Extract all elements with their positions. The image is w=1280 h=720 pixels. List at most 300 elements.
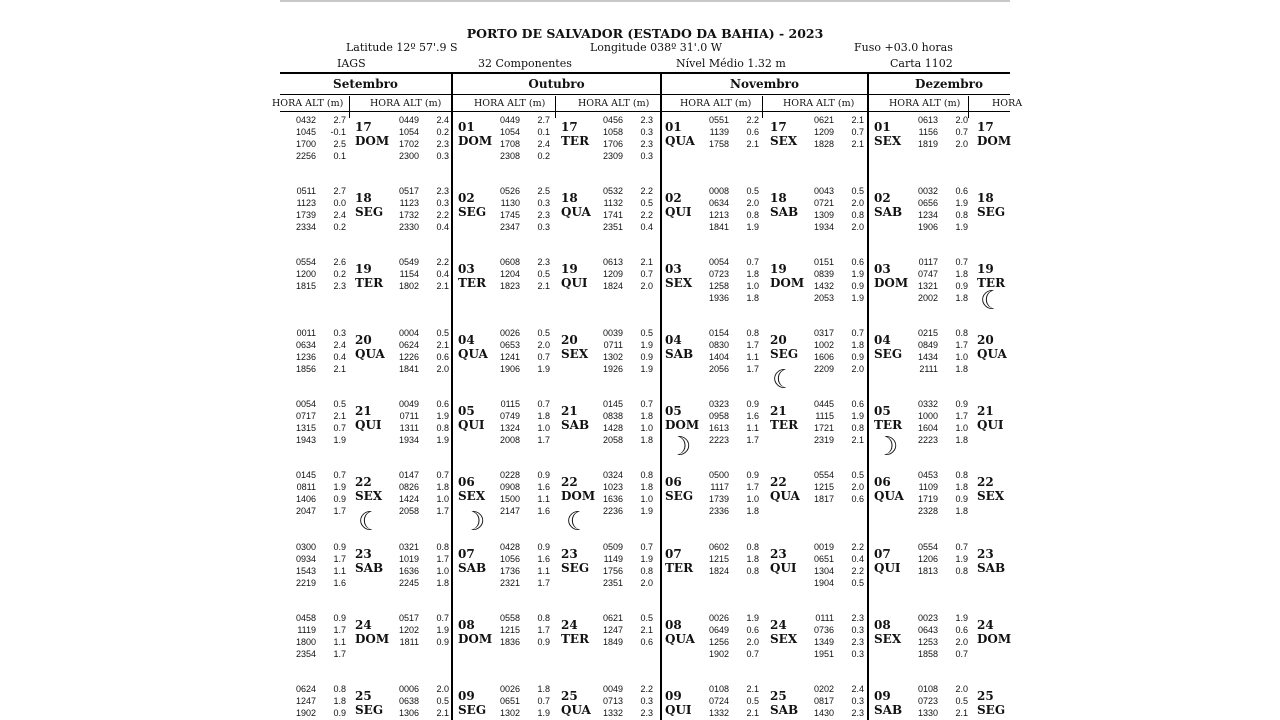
weekday: SEX <box>458 489 486 503</box>
tide-height: 2.4 <box>333 210 346 220</box>
tide-row <box>397 695 449 707</box>
tide-time: 0554 <box>917 542 938 552</box>
tide-height: 1.1 <box>333 637 346 647</box>
tide-list <box>916 114 968 150</box>
tide-row <box>397 138 449 150</box>
tide-row <box>812 493 864 505</box>
tide-row <box>601 636 653 648</box>
tide-row <box>916 410 968 422</box>
tide-row <box>601 126 653 138</box>
weekday: SEX <box>874 632 902 646</box>
tide-time: 1823 <box>499 281 520 291</box>
tide-time: 0011 <box>296 328 316 338</box>
tide-height: 2.5 <box>333 139 346 149</box>
tide-height: 2.1 <box>746 708 759 718</box>
tide-row <box>397 339 449 351</box>
tide-height: 0.8 <box>640 470 653 480</box>
tide-time: 0039 <box>602 328 623 338</box>
tide-height: 2.2 <box>851 566 864 576</box>
tide-row <box>397 707 449 719</box>
tide-height: 0.9 <box>333 613 346 623</box>
tide-list <box>397 327 449 375</box>
tide-time: 0532 <box>602 186 623 196</box>
tide-time: 1430 <box>813 708 834 718</box>
tide-row <box>294 553 346 565</box>
tide-row <box>812 221 864 233</box>
tide-list <box>812 683 864 719</box>
tide-row <box>498 327 550 339</box>
tide-time: 1306 <box>398 708 419 718</box>
tide-height: 1.1 <box>537 566 550 576</box>
tide-row <box>498 197 550 209</box>
tide-time: 1613 <box>708 423 729 433</box>
tide-height: 2.2 <box>640 186 653 196</box>
weekday: SEX <box>874 134 902 148</box>
tide-height: 2.3 <box>436 139 449 149</box>
tide-list <box>294 114 346 162</box>
tide-height: 2.1 <box>746 139 759 149</box>
tide-time: 1739 <box>708 494 729 504</box>
tide-height: 1.7 <box>333 625 346 635</box>
tide-time: 1117 <box>710 482 729 492</box>
tide-row <box>498 541 550 553</box>
month-setembro: Setembro <box>333 77 398 91</box>
tide-row <box>498 221 550 233</box>
tide-time: 1800 <box>295 637 316 647</box>
tide-row <box>812 114 864 126</box>
tide-time: 1706 <box>602 139 623 149</box>
tide-row <box>601 209 653 221</box>
tide-row <box>498 363 550 375</box>
tide-time: 0023 <box>917 613 938 623</box>
tide-height: 0.6 <box>851 399 864 409</box>
tide-height: 2.0 <box>746 637 759 647</box>
tide-row <box>601 221 653 233</box>
divider-out-nov <box>660 73 662 720</box>
day-number: 22 <box>977 475 994 489</box>
tide-time: 1951 <box>813 649 834 659</box>
tide-height: 1.0 <box>640 423 653 433</box>
tide-height: 0.9 <box>955 399 968 409</box>
tide-height: 1.8 <box>640 482 653 492</box>
weekday: SEG <box>458 205 487 219</box>
tide-time: 0049 <box>602 684 623 694</box>
tide-height: 1.0 <box>436 494 449 504</box>
tide-time: 0509 <box>602 542 623 552</box>
tide-row <box>294 410 346 422</box>
tide-row <box>707 612 759 624</box>
tide-height: 1.0 <box>955 352 968 362</box>
tide-row <box>812 541 864 553</box>
tide-height: 1.7 <box>333 506 346 516</box>
tide-list <box>601 114 653 162</box>
tide-height: 0.7 <box>851 328 864 338</box>
tide-row <box>707 434 759 446</box>
tide-list <box>707 327 759 375</box>
tide-height: 2.1 <box>436 281 449 291</box>
tide-time: 1926 <box>602 364 623 374</box>
longitude: Longitude 038º 31'.0 W <box>590 41 723 54</box>
tide-row <box>812 410 864 422</box>
tide-height: 0.3 <box>537 222 550 232</box>
tide-row <box>916 683 968 695</box>
tide-time: 2058 <box>602 435 623 445</box>
day-number: 07 <box>458 547 475 561</box>
tide-height: 0.9 <box>436 637 449 647</box>
tide-height: 0.2 <box>537 151 550 161</box>
tide-height: 1.0 <box>746 494 759 504</box>
tide-time: 1856 <box>295 364 316 374</box>
tide-time: 0323 <box>708 399 729 409</box>
tide-time: 1309 <box>813 210 834 220</box>
moon-phase-icon: ☾ <box>358 507 382 537</box>
weekday: SEX <box>561 347 589 361</box>
tide-row <box>812 553 864 565</box>
weekday: SAB <box>355 561 384 575</box>
tide-row <box>916 469 968 481</box>
tide-height: 0.6 <box>955 186 968 196</box>
weekday: DOM <box>874 276 909 290</box>
tide-height: 1.9 <box>640 554 653 564</box>
weekday: QUA <box>561 703 591 717</box>
tide-time: 1906 <box>499 364 520 374</box>
weekday: DOM <box>561 489 596 503</box>
tide-height: 0.3 <box>640 127 653 137</box>
tide-height: 1.7 <box>537 578 550 588</box>
day-number: 25 <box>355 689 372 703</box>
tide-time: 0711 <box>603 340 623 350</box>
tide-time: 1934 <box>813 222 834 232</box>
tide-row <box>397 683 449 695</box>
tide-time: 0008 <box>708 186 729 196</box>
tide-time: 2002 <box>917 293 938 303</box>
tide-list <box>294 327 346 375</box>
tide-row <box>294 268 346 280</box>
tide-row <box>812 339 864 351</box>
tide-height: 2.3 <box>537 210 550 220</box>
tide-time: 1253 <box>917 637 938 647</box>
tide-height: 1.1 <box>537 494 550 504</box>
tide-list <box>498 256 550 292</box>
day-number: 09 <box>665 689 682 703</box>
tide-row <box>916 553 968 565</box>
tide-time: 0749 <box>499 411 520 421</box>
tide-time: 0713 <box>602 696 623 706</box>
day-number: 07 <box>874 547 891 561</box>
tide-row <box>812 565 864 577</box>
tide-height: 0.5 <box>746 696 759 706</box>
tide-height: 2.0 <box>640 578 653 588</box>
tide-row <box>294 624 346 636</box>
tide-row <box>812 648 864 660</box>
tide-time: 2223 <box>917 435 938 445</box>
tide-row <box>397 469 449 481</box>
tide-row <box>601 185 653 197</box>
tide-list <box>916 398 968 446</box>
tide-height: 0.7 <box>955 649 968 659</box>
tide-time: 1215 <box>499 625 520 635</box>
tide-time: 0621 <box>602 613 623 623</box>
tide-row <box>601 256 653 268</box>
month-dezembro: Dezembro <box>915 77 983 91</box>
tide-row <box>498 410 550 422</box>
tide-time: 0817 <box>813 696 834 706</box>
tide-time: 1849 <box>602 637 623 647</box>
tide-list <box>707 114 759 150</box>
tide-height: 0.3 <box>851 649 864 659</box>
mean-level: Nível Médio 1.32 m <box>676 57 786 70</box>
tide-list <box>498 469 550 517</box>
tide-time: 0147 <box>398 470 419 480</box>
tide-time: 1332 <box>602 708 623 718</box>
tide-height: 0.8 <box>436 423 449 433</box>
tide-row <box>397 481 449 493</box>
tide-time: 2309 <box>602 151 623 161</box>
tide-row <box>498 577 550 589</box>
tide-list <box>707 541 759 577</box>
tide-row <box>916 493 968 505</box>
tide-list <box>294 185 346 233</box>
tide-row <box>707 624 759 636</box>
tide-row <box>498 138 550 150</box>
weekday: SEX <box>665 276 693 290</box>
tide-row <box>294 707 346 719</box>
tide-height: 0.0 <box>333 198 346 208</box>
tide-time: 0032 <box>917 186 938 196</box>
tide-time: 0321 <box>398 542 419 552</box>
tide-time: 1149 <box>603 554 623 564</box>
tide-height: 0.6 <box>851 494 864 504</box>
tide-time: 1156 <box>918 127 938 137</box>
tide-height: 1.9 <box>851 411 864 421</box>
tide-time: 1234 <box>917 210 938 220</box>
tide-time: 1811 <box>399 637 419 647</box>
tide-height: 2.3 <box>537 257 550 267</box>
tide-time: 1139 <box>709 127 729 137</box>
tide-row <box>812 268 864 280</box>
tide-height: 1.0 <box>436 566 449 576</box>
tide-height: 1.9 <box>333 435 346 445</box>
tide-height: 0.6 <box>640 637 653 647</box>
tide-list <box>707 683 759 719</box>
tide-list <box>294 612 346 660</box>
tide-row <box>601 268 653 280</box>
tide-list <box>397 185 449 233</box>
tide-list <box>397 256 449 292</box>
tide-time: 0811 <box>296 482 316 492</box>
weekday: QUA <box>665 134 695 148</box>
tide-list <box>294 398 346 446</box>
tide-height: 0.6 <box>746 625 759 635</box>
tide-row <box>601 695 653 707</box>
tide-list <box>498 612 550 648</box>
tide-row <box>294 636 346 648</box>
tide-time: 0554 <box>813 470 834 480</box>
day-number: 02 <box>665 191 682 205</box>
col-header-nov-2: HORA ALT (m) <box>783 98 855 109</box>
tide-height: 0.8 <box>640 566 653 576</box>
tide-height: 0.7 <box>537 696 550 706</box>
tide-row <box>707 339 759 351</box>
tide-height: 0.1 <box>333 151 346 161</box>
tide-list <box>812 185 864 233</box>
tide-row <box>601 434 653 446</box>
tide-height: 0.4 <box>851 554 864 564</box>
tide-height: 1.9 <box>640 340 653 350</box>
weekday: SEX <box>770 632 798 646</box>
tide-time: 2336 <box>708 506 729 516</box>
tide-height: 0.7 <box>537 399 550 409</box>
day-number: 05 <box>874 404 891 418</box>
tide-height: 0.7 <box>746 257 759 267</box>
tide-time: 0558 <box>499 613 520 623</box>
tide-height: 1.9 <box>746 222 759 232</box>
tide-height: 0.4 <box>640 222 653 232</box>
tide-list <box>707 256 759 304</box>
tide-time: 1324 <box>499 423 520 433</box>
tide-height: 0.6 <box>436 352 449 362</box>
tide-row <box>294 434 346 446</box>
tide-time: 1741 <box>602 210 623 220</box>
tide-time: 0202 <box>813 684 834 694</box>
weekday: SAB <box>874 205 903 219</box>
weekday: SAB <box>874 703 903 717</box>
day-number: 20 <box>355 333 372 347</box>
tide-row <box>707 410 759 422</box>
tide-height: 0.9 <box>746 470 759 480</box>
tide-height: 1.8 <box>955 482 968 492</box>
tide-time: 1115 <box>815 411 834 421</box>
tide-row <box>916 695 968 707</box>
tide-height: 0.5 <box>640 613 653 623</box>
tide-time: 0511 <box>296 186 316 196</box>
tide-time: 1206 <box>917 554 938 564</box>
tide-row <box>601 493 653 505</box>
tide-time: 2328 <box>917 506 938 516</box>
tide-time: 1636 <box>602 494 623 504</box>
tide-height: 0.3 <box>640 151 653 161</box>
tide-height: 0.5 <box>640 198 653 208</box>
tide-row <box>812 138 864 150</box>
tide-row <box>601 150 653 162</box>
tide-time: 0721 <box>813 198 834 208</box>
weekday: QUA <box>770 489 800 503</box>
tide-height: 1.8 <box>955 269 968 279</box>
tide-row <box>916 648 968 660</box>
tide-height: 0.8 <box>746 566 759 576</box>
tide-height: 0.2 <box>333 222 346 232</box>
tide-list <box>812 469 864 505</box>
tide-list <box>916 185 968 233</box>
tide-time: 0228 <box>499 470 520 480</box>
tide-row <box>397 434 449 446</box>
tide-time: 1202 <box>398 625 419 635</box>
tide-time: 0300 <box>295 542 316 552</box>
tide-time: 1428 <box>602 423 623 433</box>
tide-row <box>916 114 968 126</box>
tide-time: 1934 <box>398 435 419 445</box>
tide-row <box>397 541 449 553</box>
divider-set-half <box>349 96 350 118</box>
tide-height: 0.7 <box>746 649 759 659</box>
col-header-out-2: HORA ALT (m) <box>578 98 650 109</box>
weekday: TER <box>458 276 487 290</box>
tide-time: 1404 <box>708 352 729 362</box>
tide-height: 0.3 <box>640 696 653 706</box>
tide-row <box>397 553 449 565</box>
tide-height: 0.9 <box>640 352 653 362</box>
tide-time: 1123 <box>399 198 419 208</box>
day-number: 19 <box>355 262 372 276</box>
tide-height: 0.9 <box>851 352 864 362</box>
tide-list <box>397 612 449 648</box>
tide-row <box>294 612 346 624</box>
tide-row <box>498 185 550 197</box>
weekday: QUA <box>355 347 385 361</box>
day-number: 08 <box>458 618 475 632</box>
tide-list <box>498 541 550 589</box>
day-number: 18 <box>355 191 372 205</box>
tide-height: 1.8 <box>746 269 759 279</box>
day-number: 03 <box>874 262 891 276</box>
tide-row <box>498 150 550 162</box>
tide-time: 0111 <box>815 613 834 623</box>
weekday: QUI <box>665 205 692 219</box>
tide-height: 1.1 <box>746 423 759 433</box>
tide-list <box>707 398 759 446</box>
tide-height: 2.0 <box>851 364 864 374</box>
tide-row <box>812 612 864 624</box>
tide-row <box>601 410 653 422</box>
tide-row <box>707 256 759 268</box>
weekday: SEG <box>355 205 384 219</box>
day-number: 24 <box>770 618 787 632</box>
tide-row <box>916 126 968 138</box>
tide-height: 0.4 <box>436 222 449 232</box>
tide-time: 1054 <box>398 127 419 137</box>
tide-time: 0043 <box>813 186 834 196</box>
tide-time: 1813 <box>917 566 938 576</box>
tide-height: 2.0 <box>436 364 449 374</box>
tide-row <box>812 636 864 648</box>
tide-time: 0456 <box>602 115 623 125</box>
tide-time: 1247 <box>602 625 623 635</box>
tide-height: 0.2 <box>436 127 449 137</box>
weekday: SEX <box>770 134 798 148</box>
tide-list <box>601 185 653 233</box>
tide-time: 0624 <box>398 340 419 350</box>
tide-list <box>812 398 864 446</box>
weekday: QUA <box>561 205 591 219</box>
day-number: 18 <box>561 191 578 205</box>
tide-row <box>916 612 968 624</box>
tide-height: 1.9 <box>851 269 864 279</box>
tide-time: 1215 <box>708 554 729 564</box>
day-number: 23 <box>770 547 787 561</box>
tide-row <box>707 351 759 363</box>
tide-time: 0526 <box>499 186 520 196</box>
tide-row <box>916 268 968 280</box>
tide-list <box>601 469 653 517</box>
tide-height: 0.5 <box>537 269 550 279</box>
tide-row <box>294 398 346 410</box>
tide-time: 0711 <box>399 411 419 421</box>
tide-height: 1.8 <box>537 411 550 421</box>
tide-height: 1.9 <box>436 625 449 635</box>
tide-time: 2223 <box>708 435 729 445</box>
tide-row <box>397 624 449 636</box>
tide-row <box>707 209 759 221</box>
